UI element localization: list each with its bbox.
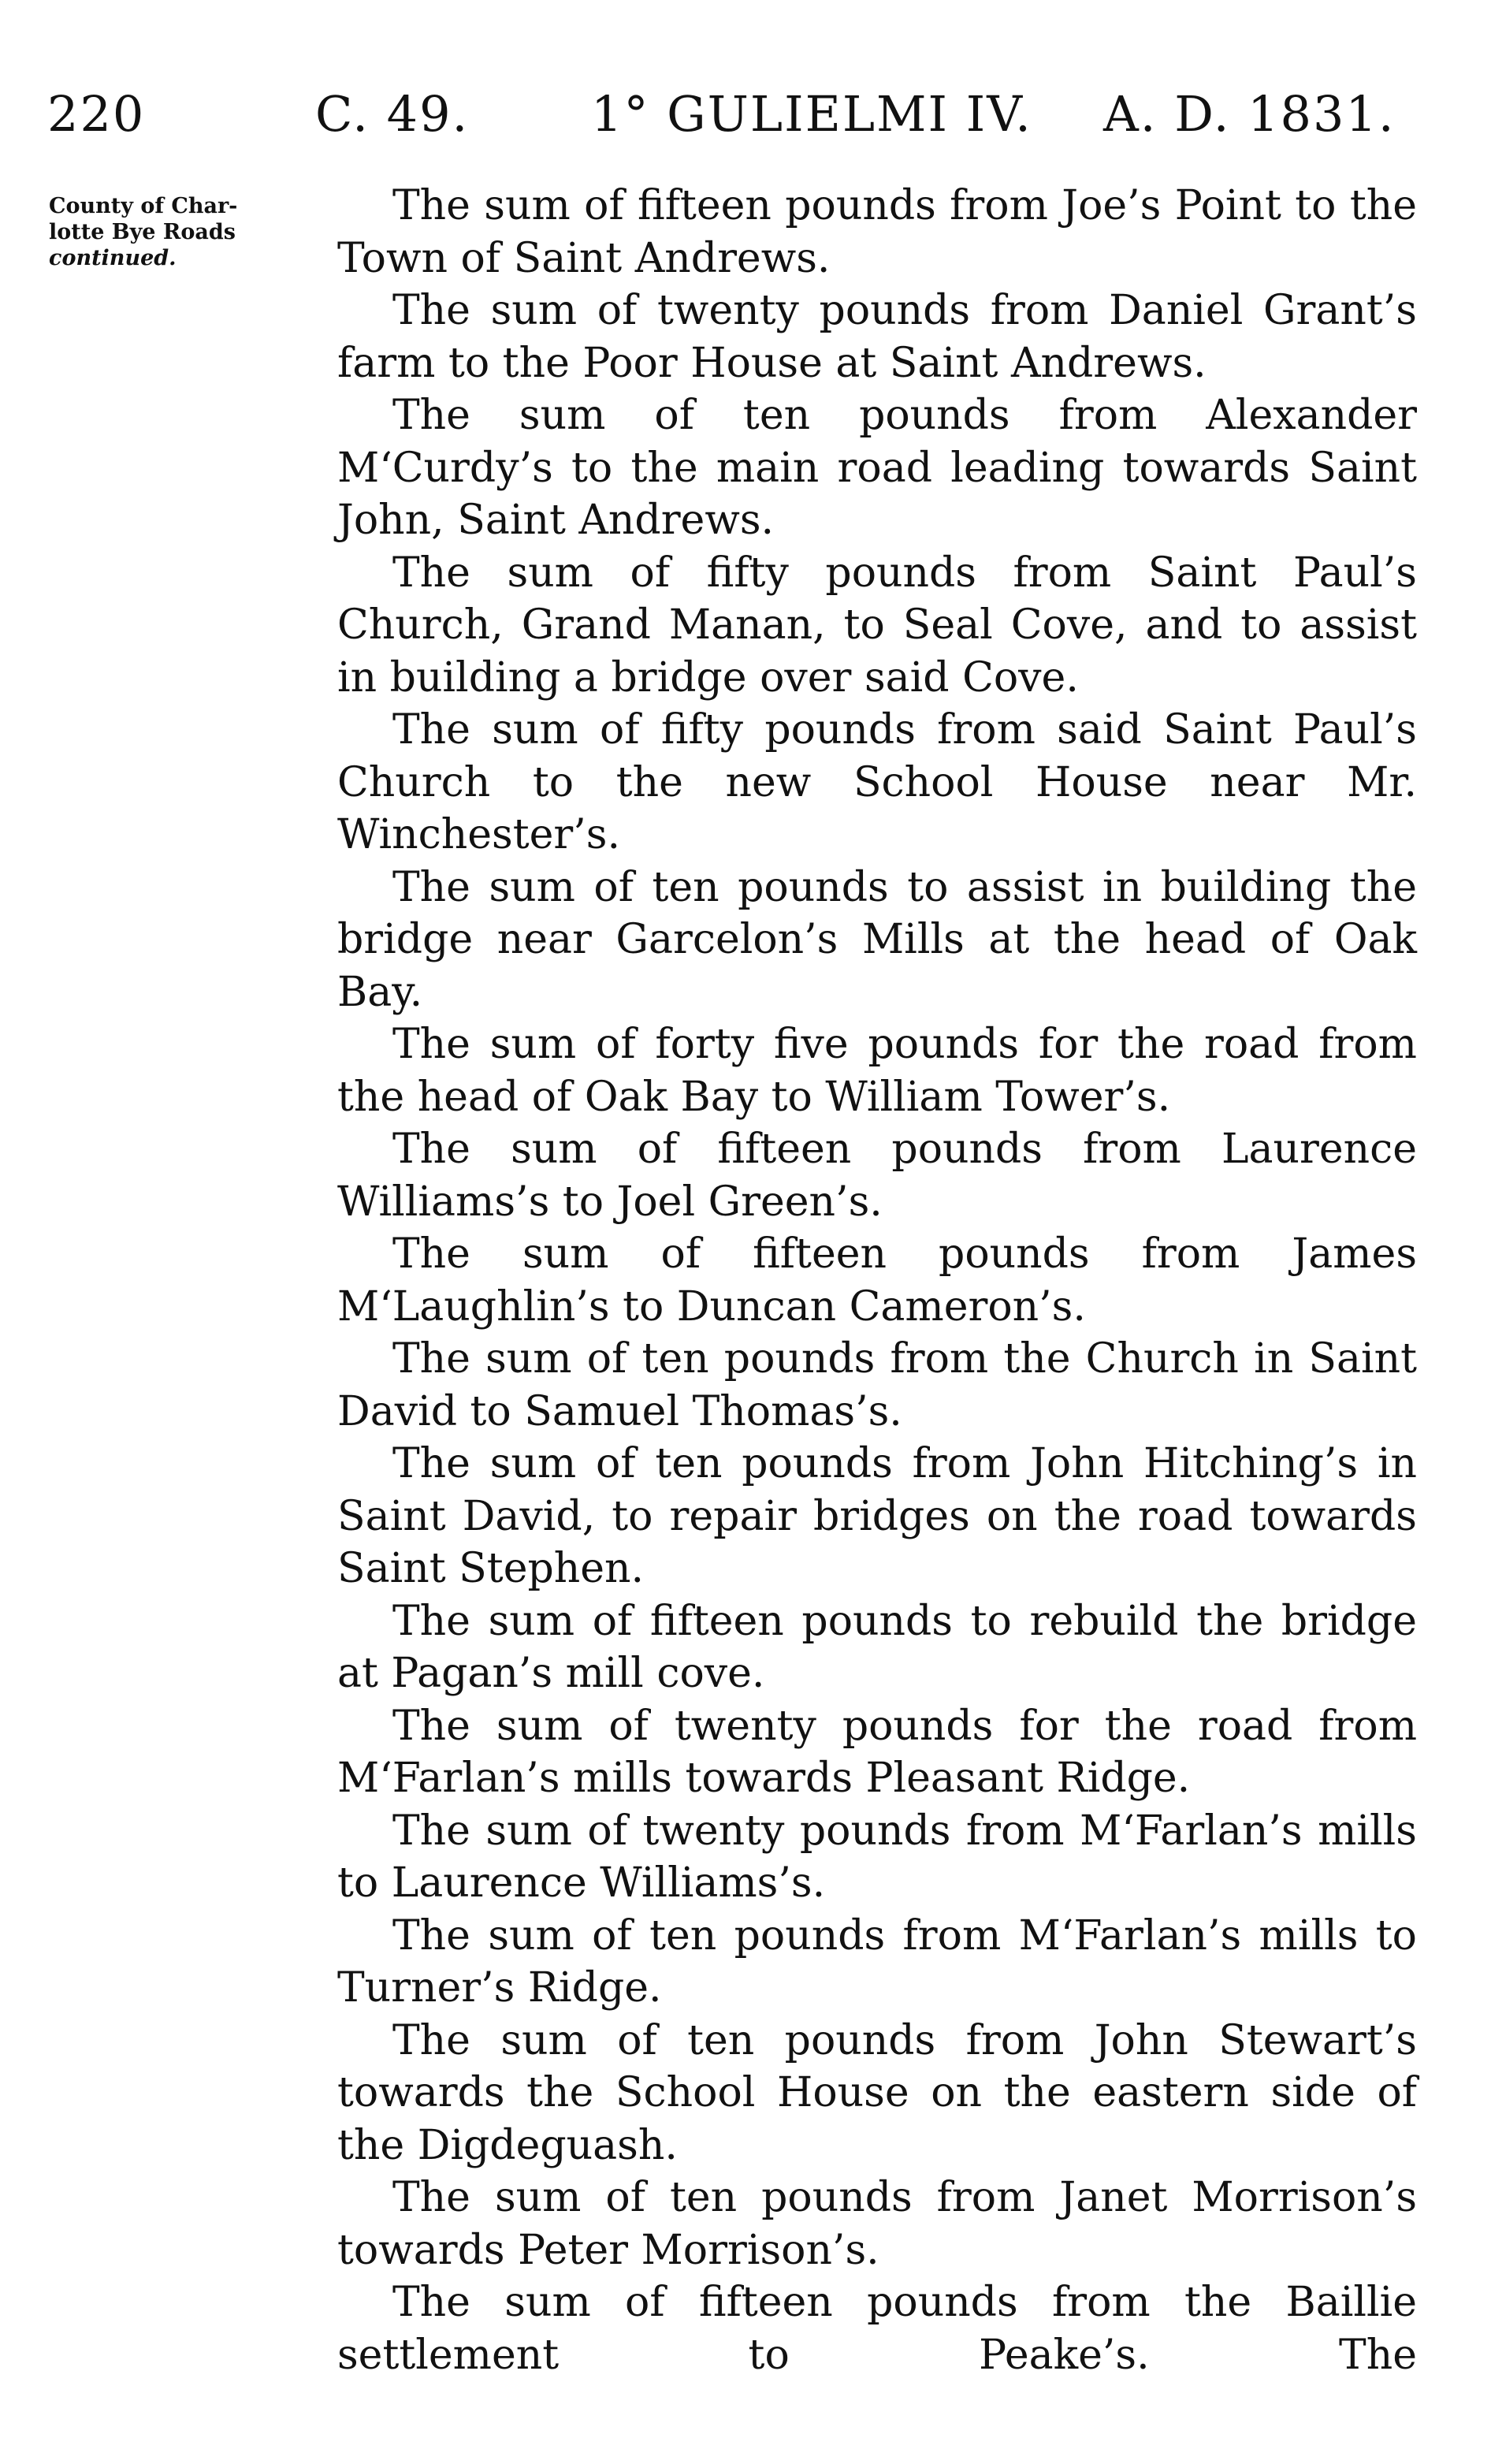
margin-note-line: lotte Bye Roads xyxy=(49,220,236,244)
chapter-number: C. 49. xyxy=(315,85,470,143)
page-number: 220 xyxy=(47,85,146,143)
paragraph: The sum of ten pounds from John Stewart’s towards the School House on the eastern side of the Digdeguash. xyxy=(337,2016,1417,2169)
paragraph: The sum of fifteen pounds from Laurence Williams’s to Joel Green’s. xyxy=(337,1126,1417,1226)
regnal-year: 1° GULIELMI IV. xyxy=(591,85,1032,143)
paragraph: The sum of fifty pounds from Saint Paul’s Church, Grand Manan, to Seal Cove, and to assist in building a bridge over said Cove. xyxy=(337,549,1417,702)
paragraph: The sum of ten pounds from Alexander M‘Curdy’s to the main road leading towards Saint John, Saint Andrews. xyxy=(337,392,1417,544)
paragraph: The sum of ten pounds from Janet Morrison’s towards Peter Morrison’s. xyxy=(337,2174,1417,2274)
paragraph: The sum of ten pounds from the Church in Saint David to Samuel Thomas’s. xyxy=(337,1335,1417,1435)
paragraph: The sum of twenty pounds for the road from M‘Farlan’s mills towards Pleasant Ridge. xyxy=(337,1702,1417,1802)
paragraph: The sum of forty five pounds for the road from the head of Oak Bay to William Tower’s. xyxy=(337,1021,1417,1121)
paragraph: The sum of fifteen pounds to rebuild the bridge at Pagan’s mill cove. xyxy=(337,1597,1417,1697)
paragraph: The sum of fifty pounds from said Saint Paul’s Church to the new School House near Mr. Winchester’s. xyxy=(337,706,1417,858)
paragraph: The sum of ten pounds from John Hitching’s in Saint David, to repair bridges on the road towards Saint Stephen. xyxy=(337,1440,1417,1592)
paragraph: The sum of ten pounds to assist in building the bridge near Garcelon’s Mills at the head of Oak Bay. xyxy=(337,863,1417,1016)
body-text xyxy=(337,180,1417,2381)
running-header xyxy=(47,79,1403,150)
margin-note xyxy=(49,193,309,271)
margin-note-line: continued. xyxy=(49,246,177,270)
calendar-year: A. D. 1831. xyxy=(1103,85,1396,143)
paragraph: The sum of twenty pounds from Daniel Grant’s farm to the Poor House at Saint Andrews. xyxy=(337,287,1417,387)
paragraph: The sum of ten pounds from M‘Farlan’s mills to Turner’s Ridge. xyxy=(337,1911,1417,2012)
paragraph: The sum of fifteen pounds from Joe’s Point to the Town of Saint Andrews. xyxy=(337,182,1417,282)
paragraph: The sum of twenty pounds from M‘Farlan’s mills to Laurence Williams’s. xyxy=(337,1807,1417,1907)
margin-note-line: County of Char- xyxy=(49,194,238,218)
paragraph: The sum of fifteen pounds from James M‘Laughlin’s to Duncan Cameron’s. xyxy=(337,1230,1417,1331)
paragraph: The sum of fifteen pounds from the Baillie settlement to Peake’s. The xyxy=(337,2279,1417,2379)
